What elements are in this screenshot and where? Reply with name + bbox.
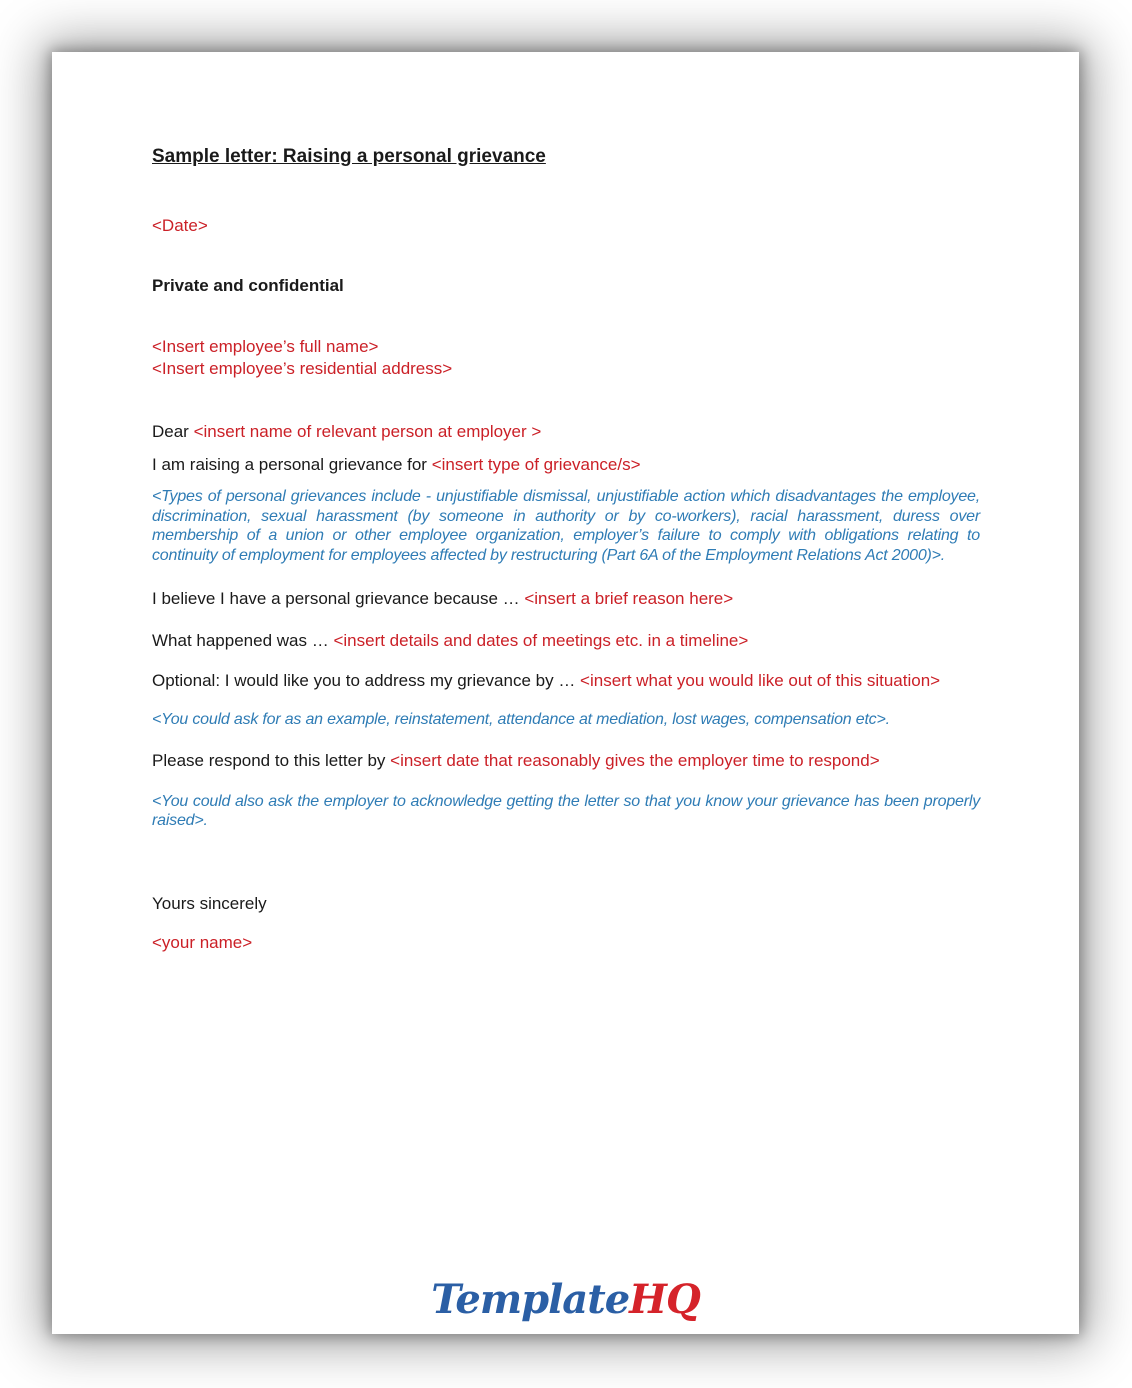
employee-name-placeholder: <Insert employee’s full name> (152, 337, 379, 356)
respond-line (152, 750, 980, 772)
employee-address-placeholder: <Insert employee’s residential address> (152, 359, 453, 378)
believe-line (152, 588, 980, 610)
respond-insert-placeholder: <insert date that reasonably gives the employer time to respond> (390, 750, 880, 770)
letter-page (52, 52, 1079, 1334)
raising-grievance-line (152, 454, 980, 476)
logo-hq-text: HQ (629, 1276, 700, 1323)
letter-title: Sample letter: Raising a personal grievance (152, 146, 546, 167)
optional-line (152, 670, 980, 692)
signature-placeholder: <your name> (152, 932, 253, 952)
employee-address-block (152, 336, 980, 380)
salutation-line (152, 421, 980, 443)
optional-insert-placeholder: <insert what you would like out of this situation> (580, 671, 941, 690)
what-happened-prefix: What happened was … (152, 631, 334, 650)
closing-line: Yours sincerely (152, 893, 267, 913)
acknowledge-note: <You could also ask the employer to acknowledge getting the letter so that you know your grievance has been properly raised>. (152, 792, 980, 829)
raising-insert-placeholder: <insert type of grievance/s> (431, 455, 641, 474)
what-happened-insert-placeholder: <insert details and dates of meetings etc. in a timeline> (333, 631, 749, 650)
optional-prefix: Optional: I would like you to address my grievance by … (152, 671, 581, 690)
believe-insert-placeholder: <insert a brief reason here> (524, 589, 734, 608)
believe-prefix: I believe I have a personal grievance because … (152, 589, 525, 608)
date-placeholder: <Date> (152, 216, 208, 235)
salutation-insert-placeholder: <insert name of relevant person at employer > (193, 422, 542, 441)
grievance-types-note: <Types of personal grievances include - unjustifiable dismissal, unjustifiable action which disadvantages the employee, discrimination, sexual harassment (by someone in authority or by co-workers), racial harassment, duress over membership of a union or other employee organization, employer’s failure to comply with obligations relating to continuity of employment for employees affected by restructuring (Part 6A of the Employment Relations Act 2000)>. (152, 488, 980, 564)
salutation-prefix: Dear (152, 422, 194, 441)
raising-prefix: I am raising a personal grievance for (152, 455, 432, 474)
logo-template-text: Template (431, 1276, 630, 1323)
ask-examples-note: <You could ask for as an example, reinstatement, attendance at mediation, lost wages, compensation etc>. (152, 711, 890, 728)
respond-prefix: Please respond to this letter by (152, 750, 391, 770)
private-confidential-label: Private and confidential (152, 276, 344, 295)
templatehq-logo (52, 1276, 1079, 1324)
what-happened-line (152, 630, 980, 652)
